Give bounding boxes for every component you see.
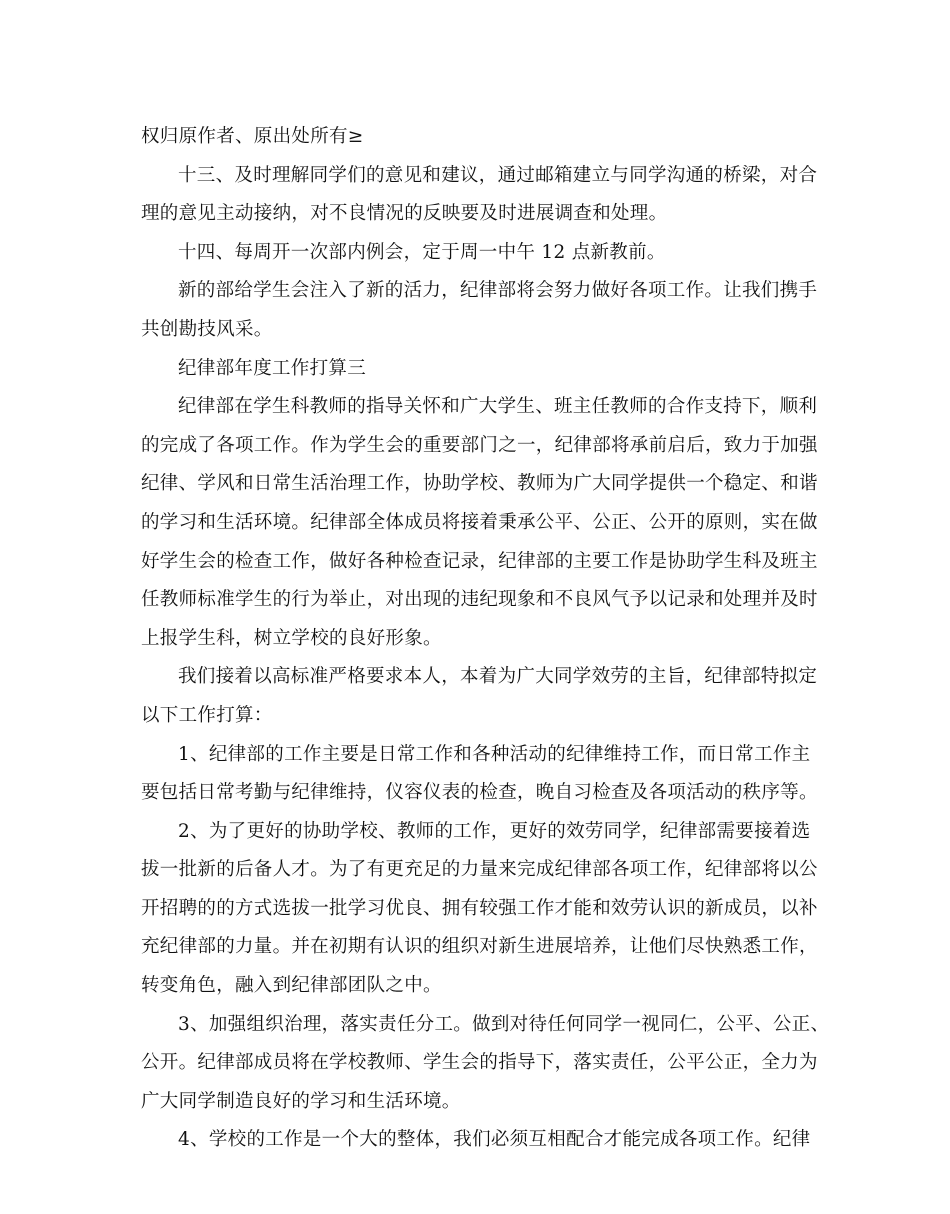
list-item-2: 2、为了更好的协助学校、教师的工作，更好的效劳同学，纪律部需要接着选 (178, 820, 811, 842)
text-line: 开招聘的的方式选拔一批学习优良、拥有较强工作才能和效劳认识的新成员，以补 (141, 897, 818, 919)
list-item-4: 4、学校的工作是一个大的整体，我们必须互相配合才能完成各项工作。纪律 (178, 1129, 811, 1151)
paragraph-text: 我们接着以高标准严格要求本人，本着为广大同学效劳的主旨，纪律部特拟定 (178, 666, 818, 688)
text-line: 以下工作打算： (141, 704, 273, 726)
text-line: 充纪律部的力量。并在初期有认识的组织对新生进展培养，让他们尽快熟悉工作， (141, 936, 818, 958)
text-line: 广大同学制造良好的学习和生活环境。 (141, 1090, 461, 1112)
document-body (141, 118, 830, 1160)
text-line: 的完成了各项工作。作为学生会的重要部门之一，纪律部将承前启后，致力于加强 (141, 434, 818, 456)
section-heading: 纪律部年度工作打算三 (178, 357, 367, 379)
list-item-1: 1、纪律部的工作主要是日常工作和各种活动的纪律维持工作，而日常工作主 (178, 743, 811, 765)
text-line: 公开。纪律部成员将在学校教师、学生会的指导下，落实责任，公平公正，全力为 (141, 1052, 818, 1074)
text-line: 转变角色，融入到纪律部团队之中。 (141, 975, 442, 997)
text-line: 权归原作者、原出处所有≥ (141, 126, 364, 147)
text-line: 纪律、学风和日常生活治理工作，协助学校、教师为广大同学提供一个稳定、和谐 (141, 473, 818, 495)
text-line: 共创勘技风采。 (141, 318, 273, 340)
text-line: 好学生会的检查工作，做好各种检查记录，纪律部的主要工作是协助学生科及班主 (141, 550, 818, 572)
text-line: 理的意见主动接纳，对不良情况的反映要及时进展调查和处理。 (141, 203, 668, 225)
text-line: 上报学生科，树立学校的良好形象。 (141, 627, 442, 649)
list-item-3: 3、加强组织治理，落实责任分工。做到对待任何同学一视同仁，公平、公正、 (178, 1013, 830, 1035)
paragraph-item-14: 十四、每周开一次部内例会，定于周一中午 12 点新教前。 (178, 241, 666, 263)
paragraph-item-13: 十三、及时理解同学们的意见和建议，通过邮箱建立与同学沟通的桥梁，对合 (178, 164, 818, 186)
text-line: 拔一批新的后备人才。为了有更充足的力量来完成纪律部各项工作，纪律部将以公 (141, 859, 818, 881)
text-line: 的学习和生活环境。纪律部全体成员将接着秉承公平、公正、公开的原则，实在做 (141, 511, 818, 533)
paragraph-text: 纪律部在学生科教师的指导关怀和广大学生、班主任教师的合作支持下，顺利 (178, 396, 818, 418)
text-line: 要包括日常考勤与纪律维持，仪容仪表的检查，晚自习检查及各项活动的秩序等。 (141, 782, 818, 804)
text-line: 任教师标准学生的行为举止，对出现的违纪现象和不良风气予以记录和处理并及时 (141, 589, 818, 611)
paragraph-text: 新的部给学生会注入了新的活力，纪律部将会努力做好各项工作。让我们携手 (178, 280, 818, 302)
